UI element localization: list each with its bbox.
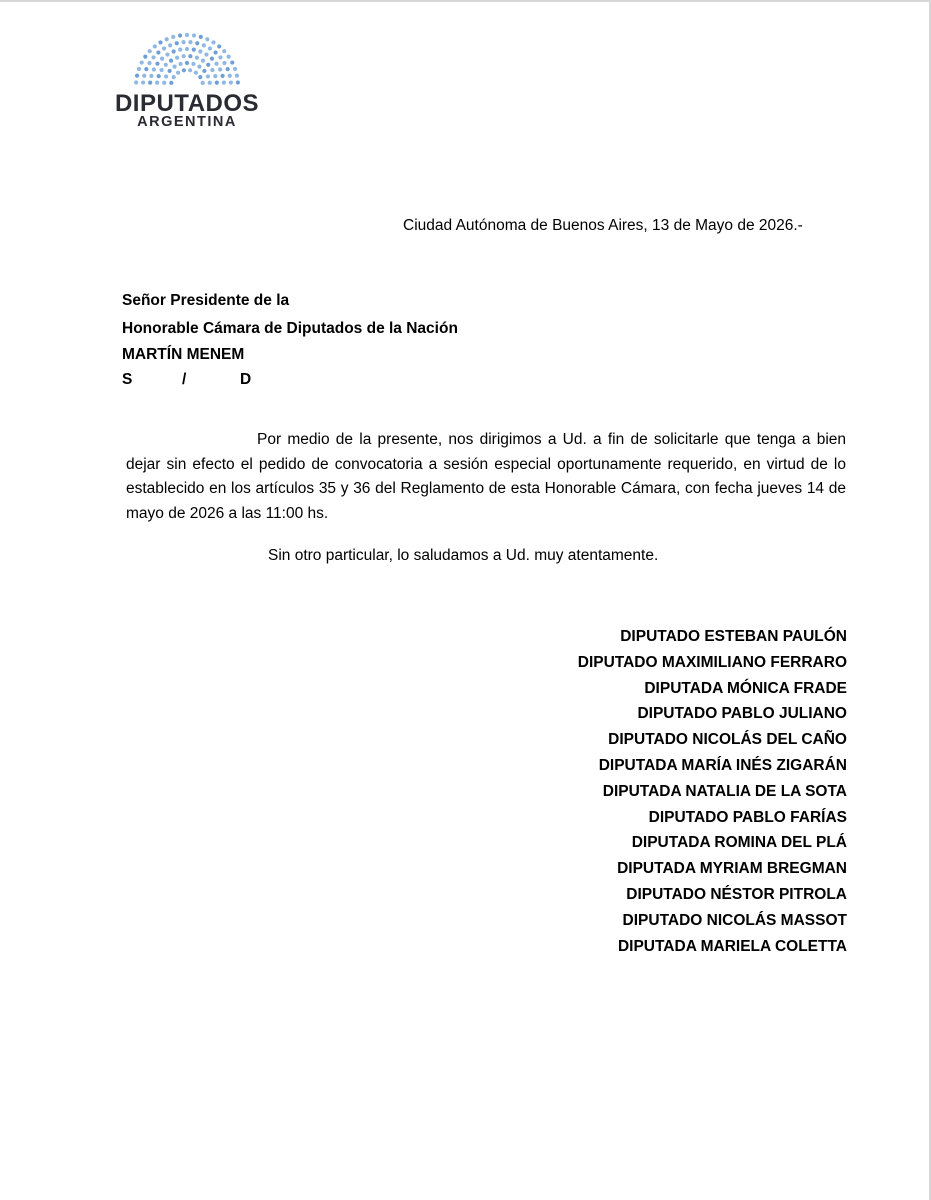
hemicycle-dot — [226, 67, 230, 71]
hemicycle-dot — [162, 81, 166, 85]
hemicycle-dot — [149, 74, 153, 78]
hemicycle-dot — [172, 49, 176, 53]
letter-date: Ciudad Autónoma de Buenos Aires, 13 de Mayo de 2026.- — [403, 217, 803, 234]
letter-closing: Sin otro particular, lo saludamos a Ud. muy atentamente. — [268, 547, 659, 564]
hemicycle-dot — [217, 44, 221, 48]
hemicycle-dot — [172, 65, 176, 69]
hemicycle-dot — [206, 74, 210, 78]
hemicycle-dot — [210, 68, 214, 72]
hemicycle-dot — [178, 62, 182, 66]
hemicycle-dot — [135, 74, 139, 78]
hemicycle-dot — [188, 40, 192, 44]
signatory-item: DIPUTADA MARÍA INÉS ZIGARÁN — [598, 756, 847, 774]
hemicycle-dot — [205, 37, 209, 41]
signatory-item: DIPUTADO MAXIMILIANO FERRARO — [577, 653, 847, 671]
signatory-item: DIPUTADO NÉSTOR PITROLA — [626, 885, 847, 903]
signatory-item: DIPUTADO NICOLÁS MASSOT — [622, 911, 847, 929]
hemicycle-dot — [222, 80, 226, 84]
hemicycle-dot — [162, 46, 166, 50]
hemicycle-dot — [178, 48, 182, 52]
hemicycle-dot — [194, 71, 198, 75]
hemicycle-dot — [181, 40, 185, 44]
signatory-item: DIPUTADA MYRIAM BREGMAN — [617, 860, 847, 878]
hemicycle-dot — [168, 43, 172, 47]
hemicycle-dot — [143, 54, 147, 58]
hemicycle-dot — [192, 48, 196, 52]
hemicycle-dot — [206, 63, 210, 67]
hemicycle-dot — [182, 68, 186, 72]
hemicycle-dot — [147, 61, 151, 65]
hemicycle-dot — [156, 50, 160, 54]
hemicycle-dot — [182, 54, 186, 58]
hemicycle-dot — [158, 40, 162, 44]
hemicycle-dot — [228, 74, 232, 78]
hemicycle-dot — [141, 80, 145, 84]
hemicycle-dot — [153, 44, 157, 48]
hemicycle-dot — [204, 52, 208, 56]
hemicycle-dot — [169, 59, 173, 63]
hemicycle-dot — [185, 47, 189, 51]
hemicycle-dot — [197, 65, 201, 69]
hemicycle-dot — [188, 68, 192, 72]
recipient-institution: Honorable Cámara de Diputados de la Nación — [122, 320, 458, 337]
hemicycle-dot — [185, 61, 189, 65]
hemicycle-dot — [202, 69, 206, 73]
signatory-item: DIPUTADA NATALIA DE LA SOTA — [602, 782, 847, 800]
diputados-logo — [112, 26, 262, 136]
hemicycle-dot — [176, 71, 180, 75]
hemicycle-dot — [198, 49, 202, 53]
hemicycle-dot — [195, 41, 199, 45]
hemicycle-dot — [222, 61, 226, 65]
logo-title: DIPUTADOS — [114, 90, 260, 117]
recipient-name: MARTÍN MENEM — [122, 346, 245, 363]
hemicycle-dot — [157, 74, 161, 78]
hemicycle-dot — [213, 50, 217, 54]
signatory-item: DIPUTADA MARIELA COLETTA — [617, 937, 847, 955]
hemicycle-dot — [168, 69, 172, 73]
page-border-top — [0, 0, 931, 2]
hemicycle-dot — [236, 80, 240, 84]
hemicycle-dot — [169, 81, 173, 85]
hemicycle-dot — [213, 74, 217, 78]
hemicycle-dot — [202, 43, 206, 47]
letter-body: Por medio de la presente, nos dirigimos a Ud. a fin de solicitarle que tenga a bien dejar sin efecto el pedido de convocatoria a sesión especial oportunamente requerido, en virtud de lo establecido en los artículos 35 y 36 del Reglamento de esta Honorable Cámara, con fecha jueves 14 de mayo de 2026 a las 11:00 hs. — [126, 431, 846, 522]
hemicycle-dot — [208, 81, 212, 85]
signatory-item: DIPUTADO PABLO FARÍAS — [648, 808, 847, 826]
hemicycle-icon — [122, 30, 252, 88]
hemicycle-dot — [160, 68, 164, 72]
hemicycle-dot — [199, 35, 203, 39]
signatory-item: DIPUTADA ROMINA DEL PLÁ — [631, 834, 847, 852]
hemicycle-dot — [178, 33, 182, 37]
hemicycle-dot — [142, 74, 146, 78]
hemicycle-dot — [137, 67, 141, 71]
hemicycle-dot — [211, 40, 215, 44]
hemicycle-dot — [220, 74, 224, 78]
hemicycle-dot — [233, 67, 237, 71]
sd-slash: / — [182, 371, 187, 388]
hemicycle-dot — [164, 74, 168, 78]
hemicycle-dot — [235, 74, 239, 78]
hemicycle-dot — [201, 81, 205, 85]
logo-subtitle: ARGENTINA — [137, 114, 237, 130]
signatory-list — [447, 624, 847, 959]
hemicycle-dot — [227, 54, 231, 58]
hemicycle-dot — [144, 67, 148, 71]
hemicycle-dot — [222, 49, 226, 53]
hemicycle-dot — [165, 37, 169, 41]
hemicycle-dot — [214, 62, 218, 66]
hemicycle-dot — [155, 81, 159, 85]
sd-d: D — [240, 371, 252, 388]
hemicycle-dot — [148, 49, 152, 53]
hemicycle-dot — [172, 75, 176, 79]
signatory-item: DIPUTADA MÓNICA FRADE — [644, 679, 847, 697]
hemicycle-dot — [195, 56, 199, 60]
hemicycle-dot — [188, 54, 192, 58]
hemicycle-dot — [134, 80, 138, 84]
hemicycle-dot — [230, 60, 234, 64]
signatory-item: DIPUTADO ESTEBAN PAULÓN — [620, 628, 847, 645]
hemicycle-dot — [171, 35, 175, 39]
hemicycle-dot — [155, 62, 159, 66]
hemicycle-dot — [165, 52, 169, 56]
recipient-title: Señor Presidente de la — [122, 292, 290, 309]
sd-s: S — [122, 371, 133, 388]
hemicycle-dot — [198, 75, 202, 79]
signatory-item: DIPUTADO NICOLÁS DEL CAÑO — [608, 731, 847, 749]
hemicycle-dot — [192, 33, 196, 37]
hemicycle-dot — [152, 67, 156, 71]
hemicycle-dot — [210, 57, 214, 61]
hemicycle-dot — [191, 62, 195, 66]
signatory-item: DIPUTADO PABLO JULIANO — [637, 705, 847, 723]
hemicycle-dot — [229, 80, 233, 84]
hemicycle-dot — [140, 60, 144, 64]
hemicycle-dot — [160, 57, 164, 61]
hemicycle-dot — [218, 67, 222, 71]
hemicycle-dot — [175, 56, 179, 60]
hemicycle-dot — [175, 41, 179, 45]
hemicycle-dot — [185, 33, 189, 37]
hemicycle-dot — [164, 63, 168, 67]
hemicycle-dot — [208, 46, 212, 50]
hemicycle-dot — [215, 81, 219, 85]
hemicycle-dot — [201, 59, 205, 63]
hemicycle-dot — [148, 80, 152, 84]
hemicycle-dot — [218, 55, 222, 59]
hemicycle-dot — [151, 55, 155, 59]
